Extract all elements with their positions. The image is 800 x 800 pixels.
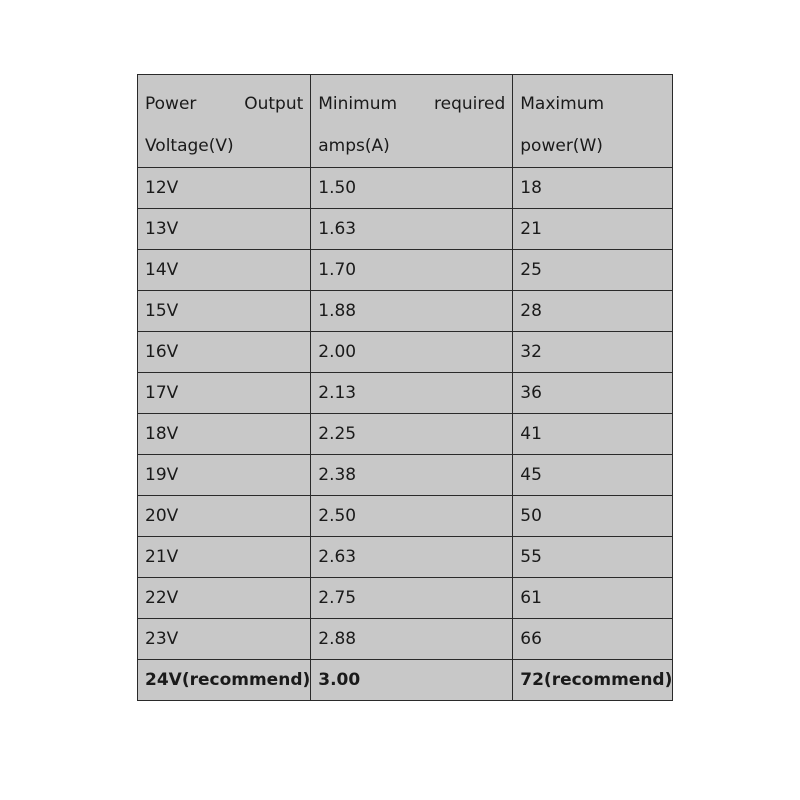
power-cell: 25: [513, 250, 673, 291]
power-cell: 21: [513, 209, 673, 250]
recommended-amps-cell: 3.00: [311, 660, 513, 701]
recommended-row: [138, 660, 673, 701]
header-amps-word2: required: [434, 94, 506, 114]
header-cell-voltage: [138, 75, 311, 168]
table-row: [138, 619, 673, 660]
header-cell-amps: [311, 75, 513, 168]
power-cell: 18: [513, 168, 673, 209]
voltage-cell: 21V: [138, 537, 311, 578]
header-voltage-word2: Output: [244, 94, 304, 114]
power-spec-table: [137, 74, 673, 701]
voltage-cell: 20V: [138, 496, 311, 537]
table-row: [138, 578, 673, 619]
voltage-cell: 22V: [138, 578, 311, 619]
amps-cell: 2.38: [311, 455, 513, 496]
header-voltage-word1: Power: [145, 94, 197, 114]
table-header-row: [138, 75, 673, 168]
power-cell: 41: [513, 414, 673, 455]
voltage-cell: 19V: [138, 455, 311, 496]
header-cell-power: [513, 75, 673, 168]
voltage-cell: 16V: [138, 332, 311, 373]
table-row: [138, 209, 673, 250]
header-amps-line1: [318, 83, 512, 125]
voltage-cell: 15V: [138, 291, 311, 332]
power-cell: 55: [513, 537, 673, 578]
power-cell: 61: [513, 578, 673, 619]
amps-cell: 1.70: [311, 250, 513, 291]
power-cell: 50: [513, 496, 673, 537]
table-row: [138, 250, 673, 291]
power-cell: 66: [513, 619, 673, 660]
table-row: [138, 496, 673, 537]
power-cell: 45: [513, 455, 673, 496]
table-row: [138, 373, 673, 414]
table-row: [138, 537, 673, 578]
voltage-cell: 17V: [138, 373, 311, 414]
table-row: [138, 332, 673, 373]
amps-cell: 1.88: [311, 291, 513, 332]
header-amps-line2: amps(A): [318, 136, 390, 156]
table-row: [138, 455, 673, 496]
voltage-cell: 14V: [138, 250, 311, 291]
amps-cell: 2.13: [311, 373, 513, 414]
recommended-voltage-cell: 24V(recommend): [138, 660, 311, 701]
table-row: [138, 291, 673, 332]
table-row: [138, 168, 673, 209]
voltage-cell: 18V: [138, 414, 311, 455]
amps-cell: 2.63: [311, 537, 513, 578]
power-spec-table-container: [137, 74, 673, 701]
amps-cell: 1.50: [311, 168, 513, 209]
power-cell: 32: [513, 332, 673, 373]
table-body: [138, 75, 673, 701]
header-power-line1: Maximum: [520, 94, 605, 114]
voltage-cell: 23V: [138, 619, 311, 660]
recommended-power-cell: 72(recommend): [513, 660, 673, 701]
voltage-cell: 13V: [138, 209, 311, 250]
amps-cell: 2.25: [311, 414, 513, 455]
voltage-cell: 12V: [138, 168, 311, 209]
amps-cell: 2.50: [311, 496, 513, 537]
amps-cell: 2.00: [311, 332, 513, 373]
amps-cell: 1.63: [311, 209, 513, 250]
header-amps-word1: Minimum: [318, 94, 398, 114]
table-row: [138, 414, 673, 455]
amps-cell: 2.75: [311, 578, 513, 619]
power-cell: 28: [513, 291, 673, 332]
power-cell: 36: [513, 373, 673, 414]
header-power-line2: power(W): [520, 136, 603, 156]
header-voltage-line1: [145, 83, 310, 125]
header-voltage-line2: Voltage(V): [145, 136, 234, 156]
amps-cell: 2.88: [311, 619, 513, 660]
